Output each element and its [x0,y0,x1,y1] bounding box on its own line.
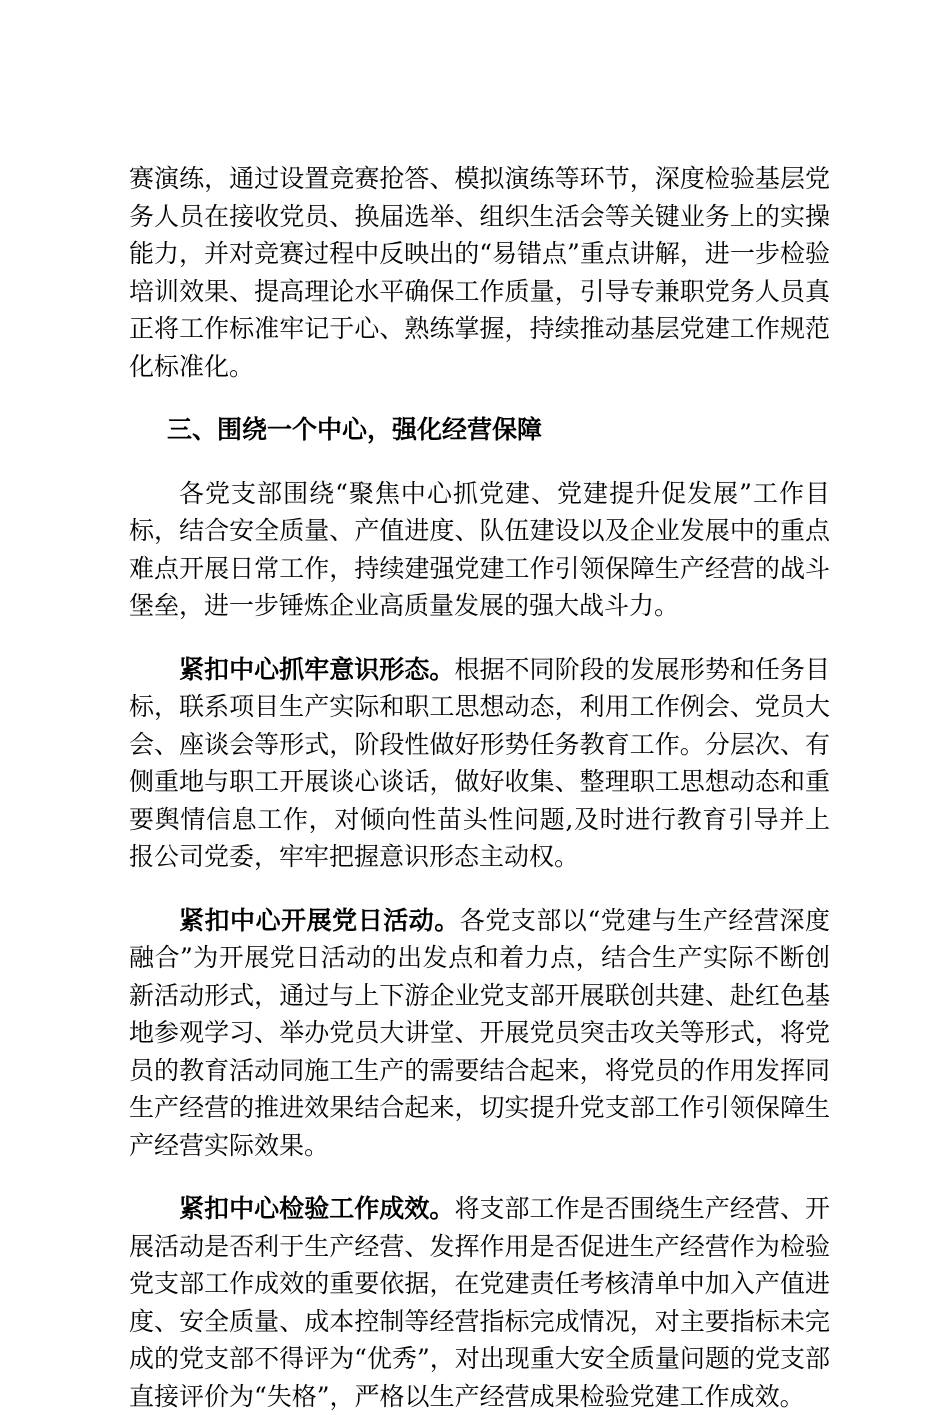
section-heading: 三、围绕一个中心，强化经营保障 [167,415,543,444]
item-lead-ideology: 紧扣中心抓牢意识形态。 [179,654,455,684]
item-body-results: 将支部工作是否围绕生产经营、开展活动是否利于生产经营、发挥作用是否促进生产经营作为检验党支部工作成效的重要依据，在党建责任考核清单中加入产值进度、安全质量、成本控制等经营指标完成情况，对主要指标未完成的党支部不得评为“优秀”，对出现重大安全质量问题的党支部直接评价为“失格”，严格以生产经营成果检验党建工作成效。 [129,1194,830,1411]
item-paragraph-ideology [129,651,830,876]
item-lead-party-day: 紧扣中心开展党日活动。 [179,905,460,935]
item-paragraph-results [129,1190,830,1415]
item-paragraph-party-day [129,902,830,1165]
intro-paragraph: 赛演练，通过设置竞赛抢答、模拟演练等环节，深度检验基层党务人员在接收党员、换届选举、组织生活会等关键业务上的实操能力，并对竞赛过程中反映出的“易错点”重点讲解，进一步检验培训效果、提高理论水平确保工作质量，引导专兼职党务人员真正将工作标准牢记于心、熟练掌握，持续推动基层党建工作规范化标准化。 [129,164,830,381]
item-lead-results: 紧扣中心检验工作成效。 [179,1194,455,1223]
item-body-party-day: 各党支部以“党建与生产经营深度融合”为开展党日活动的出发点和着力点，结合生产实际不断创新活动形式，通过与上下游企业党支部开展联创共建、赴红色基地参观学习、举办党员大讲堂、开展党员突击攻关等形式，将党员的教育活动同施工生产的需要结合起来，将党员的作用发挥同生产经营的推进效果结合起来，切实提升党支部工作引领保障生产经营实际效果。 [129,905,830,1160]
document-page [129,160,830,1415]
overview-paragraph: 各党支部围绕“聚焦中心抓党建、党建提升促发展”工作目标，结合安全质量、产值进度、队伍建设以及企业发展中的重点难点开展日常工作，持续建强党建工作引领保障生产经营的战斗堡垒，进一步锤炼企业高质量发展的强大战斗力。 [129,478,830,620]
item-body-ideology: 根据不同阶段的发展形势和任务目标，联系项目生产实际和职工思想动态，利用工作例会、党员大会、座谈会等形式，阶段性做好形势任务教育工作。分层次、有侧重地与职工开展谈心谈话，做好收集、整理职工思想动态和重要舆情信息工作，对倾向性苗头性问题,及时进行教育引导并上报公司党委，牢牢把握意识形态主动权。 [129,654,830,871]
